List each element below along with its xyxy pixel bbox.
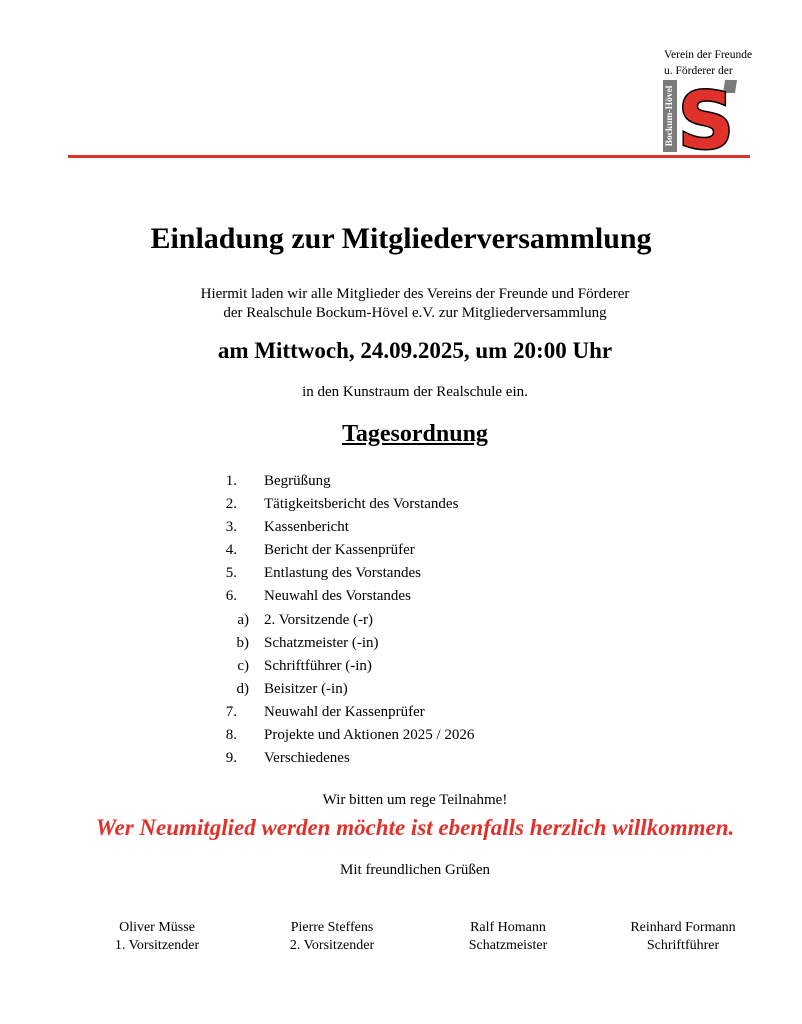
signer-role: Schatzmeister xyxy=(468,938,548,953)
signer-name: Oliver Müsse xyxy=(119,920,195,935)
logo-vertical-text: Bockum-Hövel xyxy=(665,85,675,147)
agenda-item-number: 2. xyxy=(225,496,237,513)
agenda-item-number: 1. xyxy=(225,473,237,489)
agenda-item-text: Begrüßung xyxy=(264,473,331,489)
agenda-item-number: 5. xyxy=(225,565,237,582)
agenda-item-number: 7. xyxy=(225,703,237,720)
signer-role: 1. Vorsitzender xyxy=(114,938,200,953)
agenda-subitem-text: Beisitzer (-in) xyxy=(264,680,348,697)
participation-request: Wir bitten um rege Teilnahme! xyxy=(322,792,508,808)
agenda-item-number: 4. xyxy=(225,542,237,559)
page-title: Einladung zur Mitgliederversammlung xyxy=(150,222,652,255)
header-divider xyxy=(68,155,750,158)
signer-name: Pierre Steffens xyxy=(290,920,374,935)
agenda-item-text: Verschiedenes xyxy=(264,750,350,767)
school-logo xyxy=(663,80,737,152)
signer-role: Schriftführer xyxy=(646,938,720,953)
logo-s-icon xyxy=(663,80,737,152)
agenda-item-number: 3. xyxy=(225,519,237,536)
agenda-item-text: Entlastung des Vorstandes xyxy=(264,565,421,582)
signature-block xyxy=(428,919,588,955)
agenda-subitem-letter: d) xyxy=(236,680,249,697)
signer-role: 2. Vorsitzender xyxy=(289,938,375,953)
agenda-item-text: Projekte und Aktionen 2025 / 2026 xyxy=(264,727,475,744)
signature-block xyxy=(603,919,763,955)
agenda-subitem-letter: b) xyxy=(236,634,249,651)
svg-text:S: S xyxy=(677,80,735,152)
agenda-item-number: 8. xyxy=(225,727,237,744)
association-name-line2: u. Förderer der xyxy=(664,65,733,77)
signature-block xyxy=(252,919,412,955)
signer-name: Ralf Homann xyxy=(470,920,546,935)
intro-text xyxy=(0,285,802,323)
closing-greeting: Mit freundlichen Grüßen xyxy=(340,862,490,878)
intro-line2: der Realschule Bockum-Hövel e.V. zur Mitgliederversammlung xyxy=(223,305,607,321)
agenda-item-number: 6. xyxy=(225,588,237,605)
agenda-subitem-text: Schatzmeister (-in) xyxy=(264,634,379,651)
association-name-line1: Verein der Freunde xyxy=(664,49,753,61)
agenda-item-text: Kassenbericht xyxy=(264,519,349,536)
signature-block xyxy=(77,919,237,955)
agenda-item-text: Neuwahl der Kassenprüfer xyxy=(264,703,425,720)
agenda-item-text: Tätigkeitsbericht des Vorstandes xyxy=(264,496,459,513)
association-name xyxy=(664,47,752,79)
intro-line1: Hiermit laden wir alle Mitglieder des Vereins der Freunde und Förderer xyxy=(200,286,630,302)
agenda-heading: Tagesordnung xyxy=(342,421,488,447)
agenda-subitem-letter: a) xyxy=(237,611,249,628)
agenda-item-text: Neuwahl des Vorstandes xyxy=(264,588,411,605)
agenda-subitem-letter: c) xyxy=(237,657,249,674)
meeting-place: in den Kunstraum der Realschule ein. xyxy=(302,384,528,400)
agenda-subitem-text: 2. Vorsitzende (-r) xyxy=(264,611,373,628)
agenda-subitem-text: Schriftführer (-in) xyxy=(264,657,372,674)
agenda-item-text: Bericht der Kassenprüfer xyxy=(264,542,415,559)
signer-name: Reinhard Formann xyxy=(630,920,736,935)
meeting-date: am Mittwoch, 24.09.2025, um 20:00 Uhr xyxy=(217,338,613,363)
new-member-welcome: Wer Neumitglied werden möchte ist ebenfalls herzlich willkommen. xyxy=(95,815,735,840)
agenda-item-number: 9. xyxy=(225,750,237,767)
